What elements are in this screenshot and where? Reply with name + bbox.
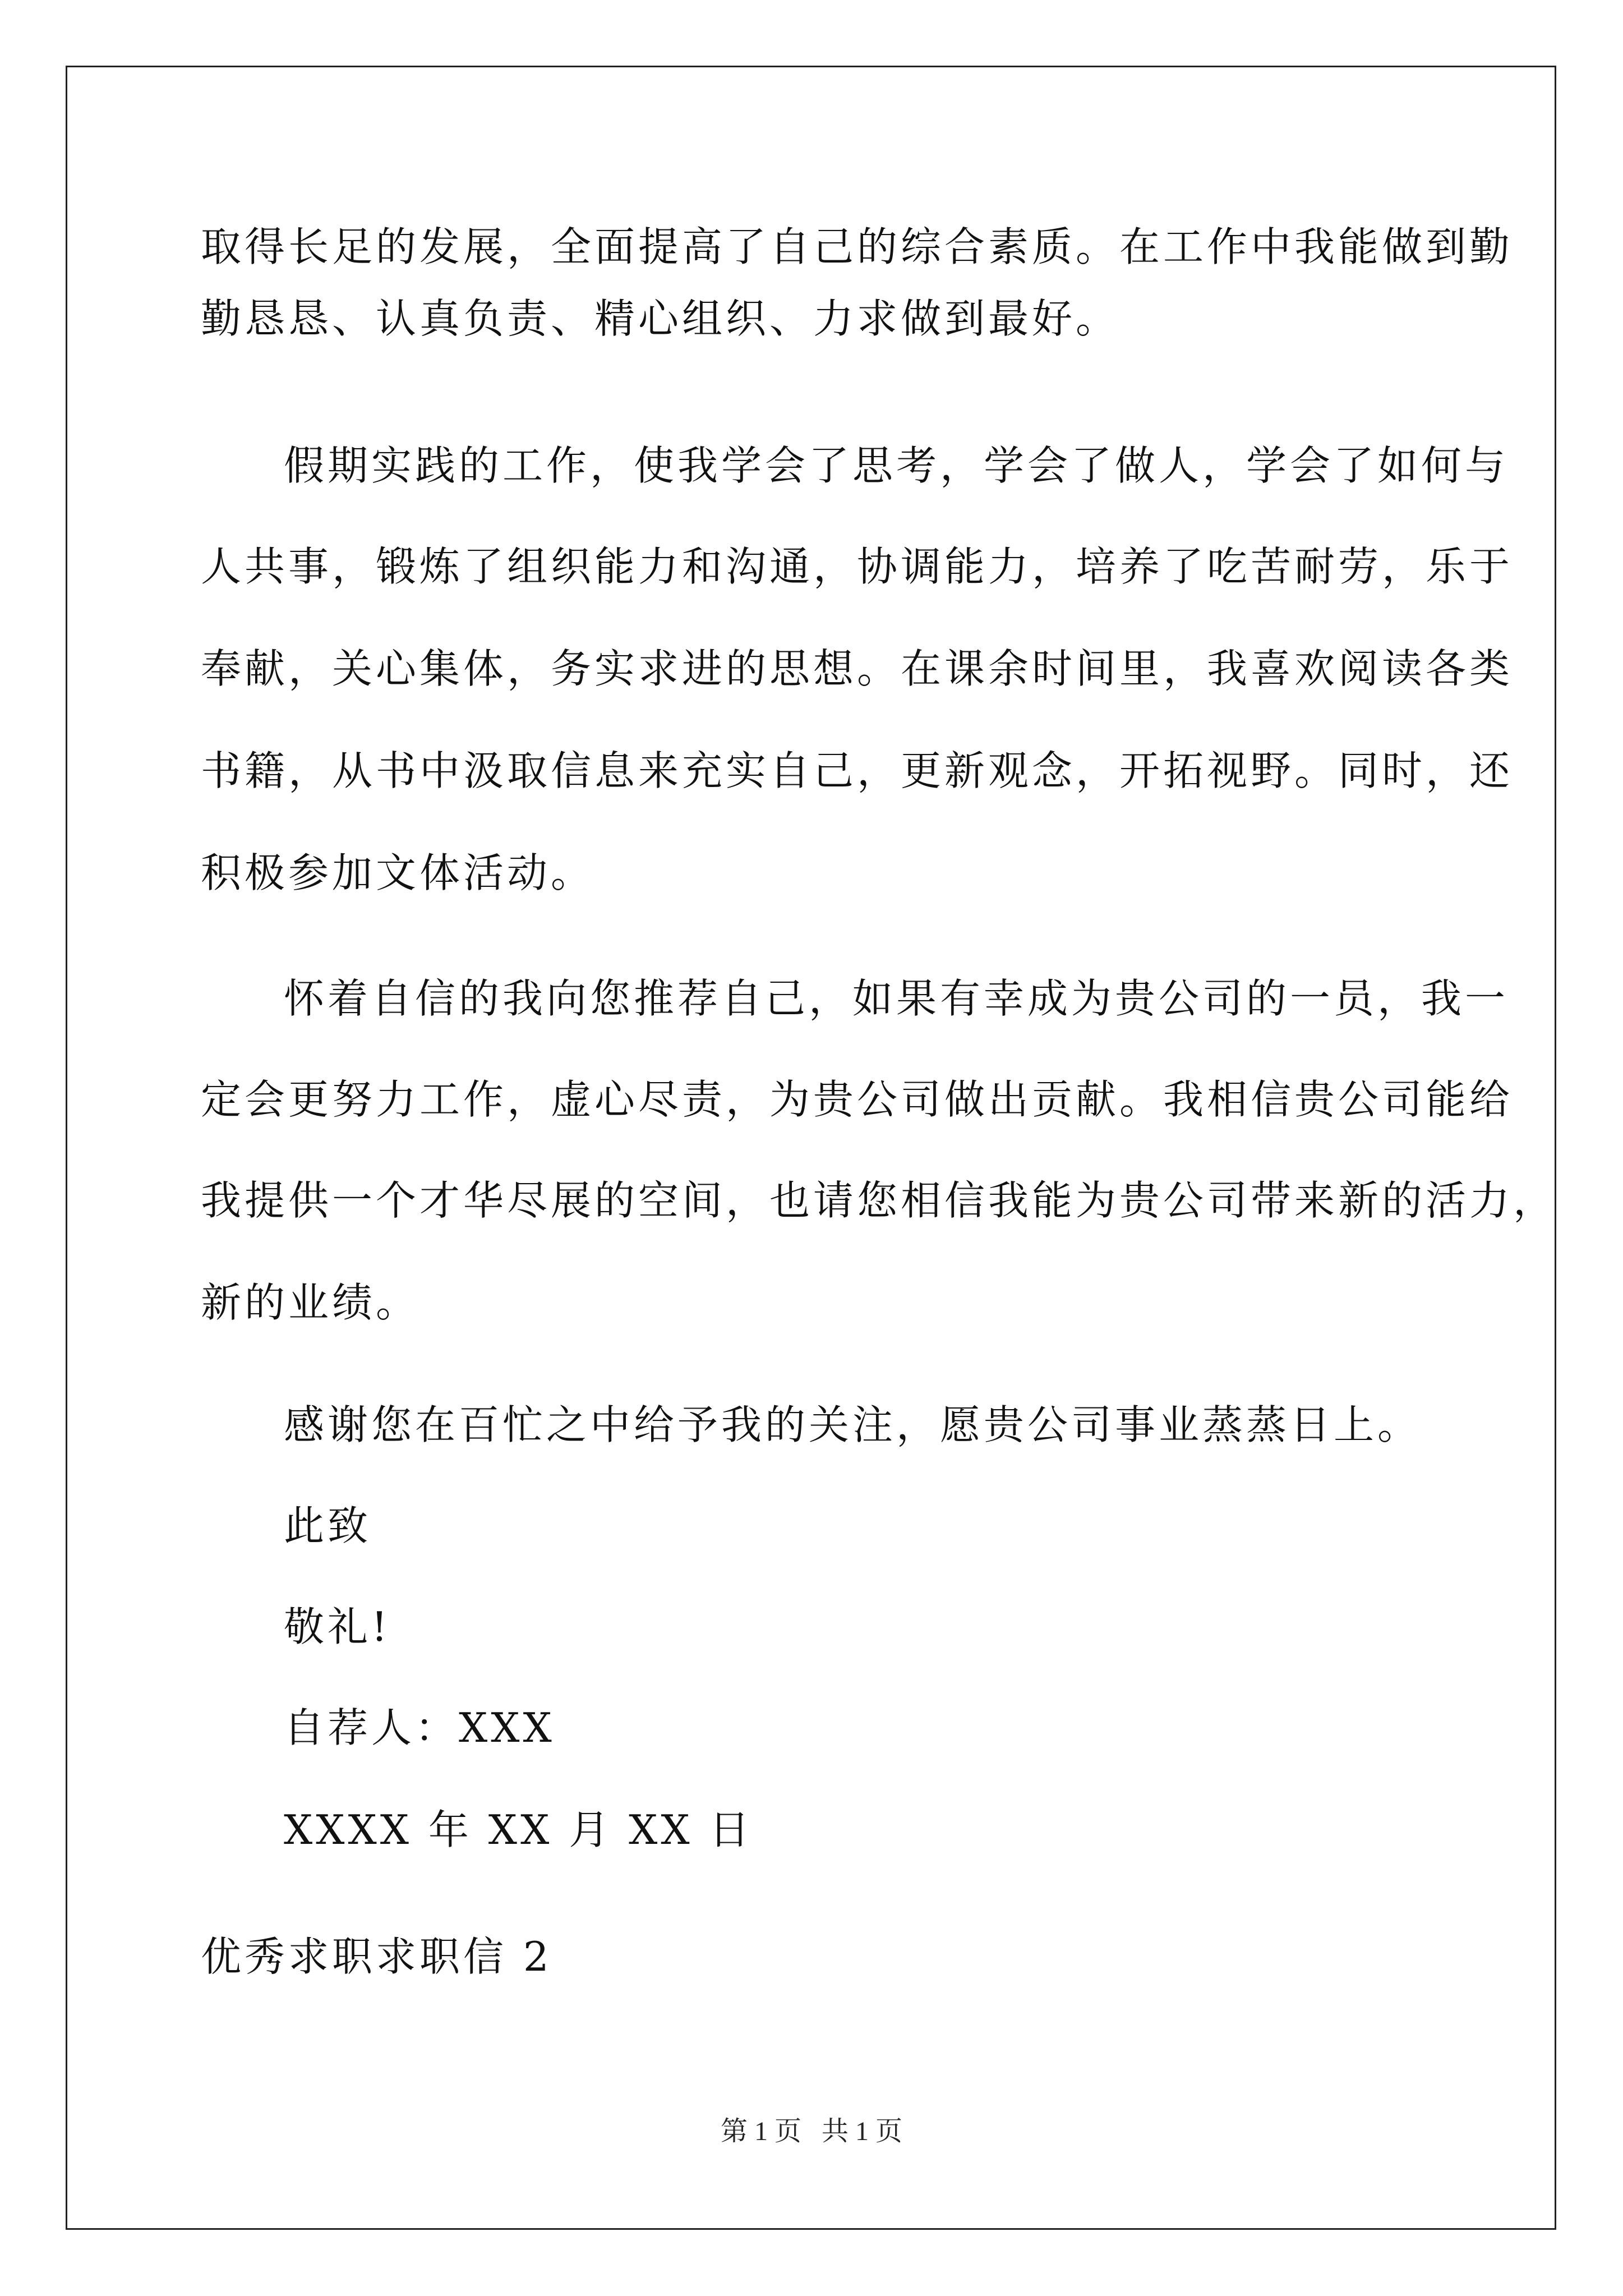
paragraph-line: 感谢您在百忙之中给予我的关注，愿贵公司事业蒸蒸日上。 bbox=[284, 1401, 1422, 1448]
page-footer bbox=[0, 2115, 1623, 2148]
paragraph-line: 怀着自信的我向您推荐自己，如果有幸成为贵公司的一员，我一 bbox=[284, 975, 1509, 1022]
page-number: 第 1 页 bbox=[720, 2116, 801, 2146]
paragraph-line: 我提供一个才华尽展的空间，也请您相信我能为贵公司带来新的活力， bbox=[201, 1177, 1557, 1224]
date-line: XXXX 年 XX 月 XX 日 bbox=[284, 1806, 753, 1853]
section-heading: 优秀求职求职信 2 bbox=[201, 1933, 552, 1980]
paragraph-line: 勤恳恳、认真负责、精心组织、力求做到最好。 bbox=[201, 295, 1120, 342]
salutation-text: 敬礼! bbox=[284, 1603, 391, 1650]
paragraph-line: 新的业绩。 bbox=[201, 1279, 420, 1326]
closing-text: 此致 bbox=[284, 1502, 372, 1549]
paragraph-line: 假期实践的工作，使我学会了思考，学会了做人，学会了如何与 bbox=[284, 442, 1509, 489]
paragraph-line: 定会更努力工作，虚心尽责，为贵公司做出贡献。我相信贵公司能给 bbox=[201, 1076, 1514, 1123]
paragraph-line: 积极参加文体活动。 bbox=[201, 849, 595, 896]
paragraph-line: 书籍，从书中汲取信息来充实自己，更新观念，开拓视野。同时，还 bbox=[201, 747, 1514, 794]
signer-line: 自荐人：XXX bbox=[284, 1704, 555, 1751]
page-border bbox=[66, 66, 1556, 2230]
paragraph-line: 人共事，锻炼了组织能力和沟通，协调能力，培养了吃苦耐劳，乐于 bbox=[201, 543, 1514, 590]
paragraph-line: 奉献，关心集体，务实求进的思想。在课余时间里，我喜欢阅读各类 bbox=[201, 645, 1514, 692]
paragraph-line: 取得长足的发展，全面提高了自己的综合素质。在工作中我能做到勤 bbox=[201, 223, 1514, 270]
page-total: 共 1 页 bbox=[822, 2116, 903, 2146]
